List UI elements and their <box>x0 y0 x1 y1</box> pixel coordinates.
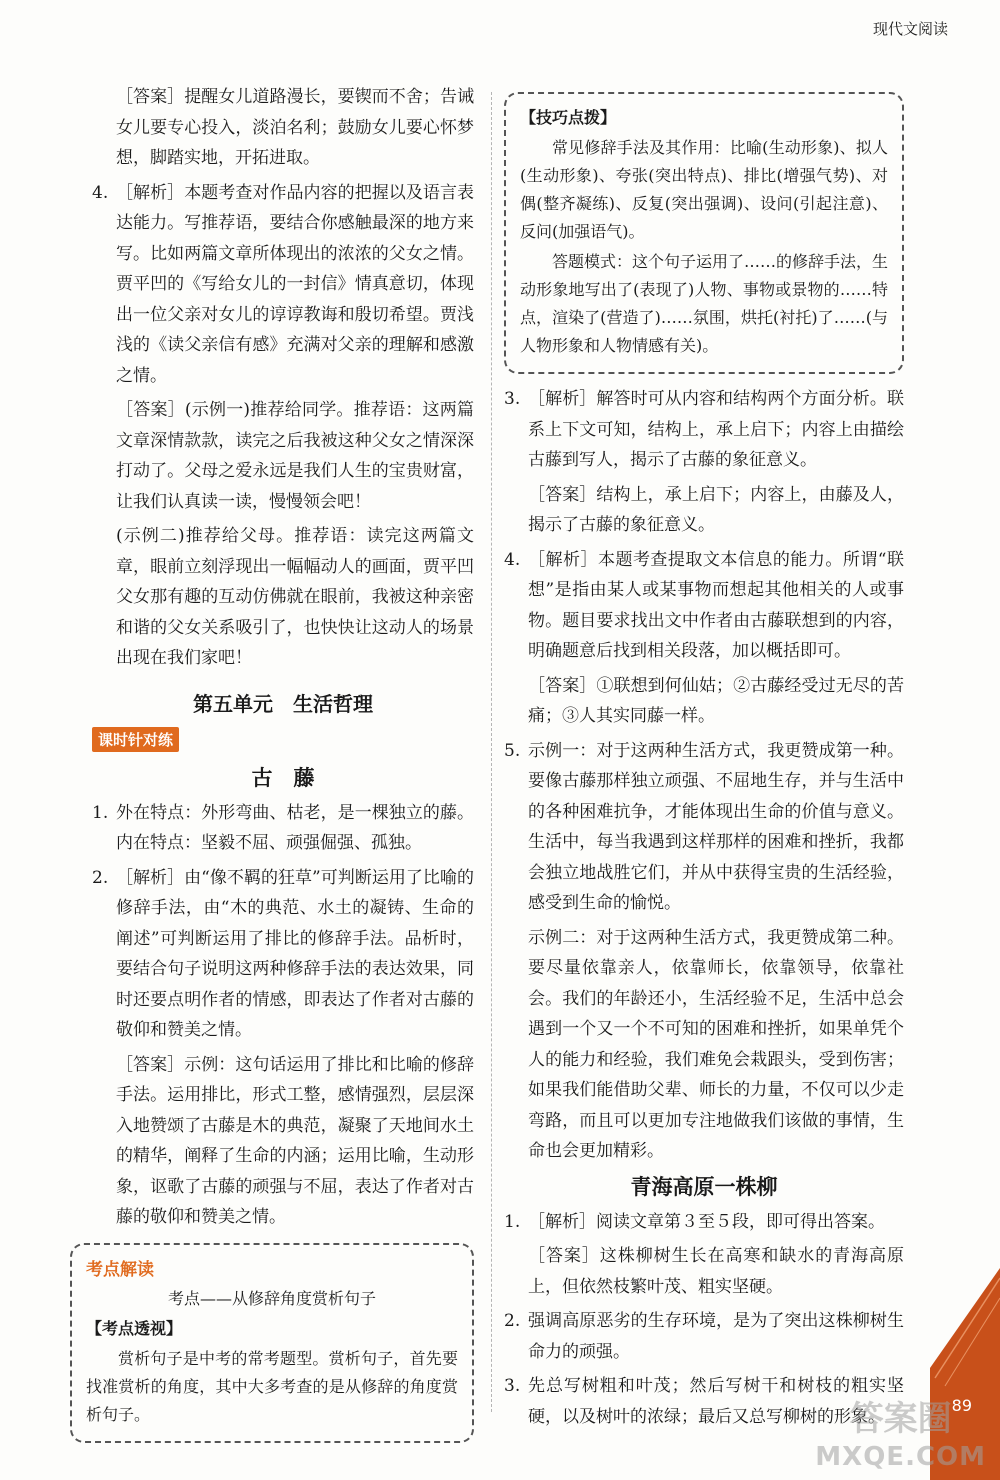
box-label: 【技巧点拨】 <box>520 108 617 127</box>
question-1 <box>504 1207 904 1303</box>
question-4 <box>504 545 904 732</box>
answer-paragraph: ［答案］这株柳树生长在高寒和缺水的青海高原上，但依然枝繁叶茂、粗实坚硬。 <box>528 1246 904 1297</box>
watermark <box>815 1400 986 1476</box>
watermark-line2: MXQE.COM <box>815 1442 986 1472</box>
question-number: 5. <box>504 740 521 761</box>
question-number: 3. <box>504 389 521 409</box>
question-number: 2. <box>92 867 109 888</box>
question-1 <box>92 798 474 859</box>
left-column <box>86 82 474 1443</box>
box-label: 【考点透视】 <box>86 1318 183 1338</box>
analysis-paragraph: ［解析］解答时可从内容和结构两个方面分析。联系上下文可知，结构上，承上启下；内容上由描绘古藤到写人，揭示了古藤的象征意义。 <box>528 389 904 470</box>
tips-box <box>504 92 904 374</box>
question-5 <box>504 736 904 1167</box>
question-4 <box>92 178 474 674</box>
analysis-paragraph: ［解析］阅读文章第３至５段，即可得出答案。 <box>528 1211 885 1232</box>
example-1: 示例一：对于这两种生活方式，我更赞成第一种。要像古藤那样独立顽强、不屈地生存，并与生活中的各种困难抗争，才能体现出生命的价值与意义。生活中，每当我遇到这样那样的困难和挫折，我都会独立地战胜它们，并从中获得宝贵的生活经验，感受到生命的愉悦。 <box>528 740 904 913</box>
answer-paragraph: ［答案］结构上，承上启下；内容上，由藤及人，揭示了古藤的象征意义。 <box>528 484 904 535</box>
question-number: 4. <box>504 549 521 570</box>
question-3 <box>504 384 904 541</box>
column-divider <box>491 92 492 1412</box>
box-paragraph: 答题模式：这个句子运用了……的修辞手法，生动形象地写出了(表现了)人物、事物或景物的……特点，渲染了(营造了)……氛围，烘托(衬托)了……(与人物形象和人物情感有关)。 <box>520 252 889 355</box>
question-number: 3. <box>504 1376 521 1396</box>
question-2 <box>92 863 474 1233</box>
box-title: 考点解读 <box>86 1259 154 1280</box>
analysis-paragraph: ［解析］由“像不羁的狂草”可判断运用了比喻的修辞手法，由“木的典范、水土的凝铸、生命的阐述”可判断运用了排比的修辞手法。品析时，要结合句子说明这两种修辞手法的表达效果，同时还要点明作者的情感，即表达了作者对古藤的敬仰和赞美之情。 <box>116 867 474 1040</box>
answer-example-2: (示例二)推荐给父母。推荐语：读完这两篇文章，眼前立刻浮现出一幅幅动人的画面，贾平凹父女那有趣的互动仿佛就在眼前，我被这种亲密和谐的父女关系吸引了，也快快让这动人的场景出现在我们家吧！ <box>116 526 474 668</box>
answer-text: 强调高原恶劣的生存环境，是为了突出这株柳树生命力的顽强。 <box>528 1311 904 1362</box>
question-number: 4. <box>92 182 109 203</box>
example-2: 示例二：对于这两种生活方式，我更赞成第二种。要尽量依靠亲人，依靠师长，依靠领导，依靠社会。我们的年龄还小，生活经验不足，生活中总会遇到一个又一个不可知的困难和挫折，如果单凭个人的能力和经验，我们难免会栽跟头，受到伤害；如果我们能借助父辈、师长的力量，不仅可以少走弯路，而且可以更加专注地做我们该做的事情，生命也会更加精彩。 <box>528 927 904 1161</box>
watermark-line1: 答案圈 <box>849 1399 952 1439</box>
lesson-title: 青海高原一株柳 <box>630 1174 778 1199</box>
question-2 <box>504 1306 904 1367</box>
box-paragraph: 常见修辞手法及其作用：比喻(生动形象)、拟人(生动形象)、夸张(突出特点)、排比(增强气势)、对偶(整齐凝练)、反复(突出强调)、设问(引起注意)、反问(加强语气)。 <box>520 138 888 241</box>
exam-point-box <box>70 1243 474 1443</box>
lesson-title: 古 藤 <box>251 765 315 790</box>
section-header: 现代文阅读 <box>872 20 948 38</box>
answer-text: 先总写树粗和叶茂；然后写树干和树枝的粗实坚硬，以及树叶的浓绿；最后又总写柳树的形象。 <box>528 1376 904 1427</box>
box-body: 赏析句子是中考的常考题型。赏析句子，首先要找准赏析的角度，其中大多考查的是从修辞的角度赏析句子。 <box>86 1348 458 1424</box>
page-number: 89 <box>951 1396 972 1415</box>
answer-paragraph: ［答案］(示例一)推荐给同学。推荐语：这两篇文章深情款款，读完之后我被这种父女之情深深打动了。父母之爱永远是我们人生的宝贵财富，让我们认真读一读，慢慢领会吧！ <box>116 400 474 512</box>
question-number: 1. <box>92 802 109 823</box>
answer-paragraph: ［答案］示例：这句话运用了排比和比喻的修辞手法。运用排比，形式工整，感情强烈，层层深入地赞颂了古藤是木的典范，凝聚了天地间水土的精华，阐释了生命的内涵；运用比喻，生动形象，讴歌了古藤的顽强与不屈，表达了作者对古藤的敬仰和赞美之情。 <box>116 1054 474 1227</box>
right-column <box>504 82 904 1436</box>
answer-paragraph: ［答案］①联想到何仙姑；②古藤经受过无尽的苦痛；③人其实同藤一样。 <box>528 675 904 726</box>
box-subtitle: 考点——从修辞角度赏析句子 <box>167 1288 376 1308</box>
answer-text: 外在特点：外形弯曲、枯老，是一棵独立的藤。内在特点：坚毅不屈、顽强倔强、孤独。 <box>116 802 474 853</box>
unit-title: 第五单元 生活哲理 <box>193 691 373 716</box>
answer-paragraph: ［答案］提醒女儿道路漫长，要锲而不舍；告诫女儿要专心投入，淡泊名利；鼓励女儿要心怀梦想，脚踏实地，开拓进取。 <box>116 87 474 168</box>
question-number: 1. <box>504 1211 521 1232</box>
analysis-paragraph: ［解析］本题考查对作品内容的把握以及语言表达能力。写推荐语，要结合你感触最深的地方来写。比如两篇文章所体现出的浓浓的父女之情。贾平凹的《写给女儿的一封信》情真意切，体现出一位父亲对女儿的谆谆教诲和殷切希望。贾浅浅的《读父亲信有感》充满对父亲的理解和感激之情。 <box>116 182 474 386</box>
practice-badge: 课时针对练 <box>92 727 179 752</box>
question-number: 2. <box>504 1311 521 1331</box>
analysis-paragraph: ［解析］本题考查提取文本信息的能力。所谓“联想”是指由某人或某事物而想起其他相关的人或事物。题目要求找出文中作者由古藤联想到的内容，明确题意后找到相关段落，加以概括即可。 <box>528 549 904 661</box>
